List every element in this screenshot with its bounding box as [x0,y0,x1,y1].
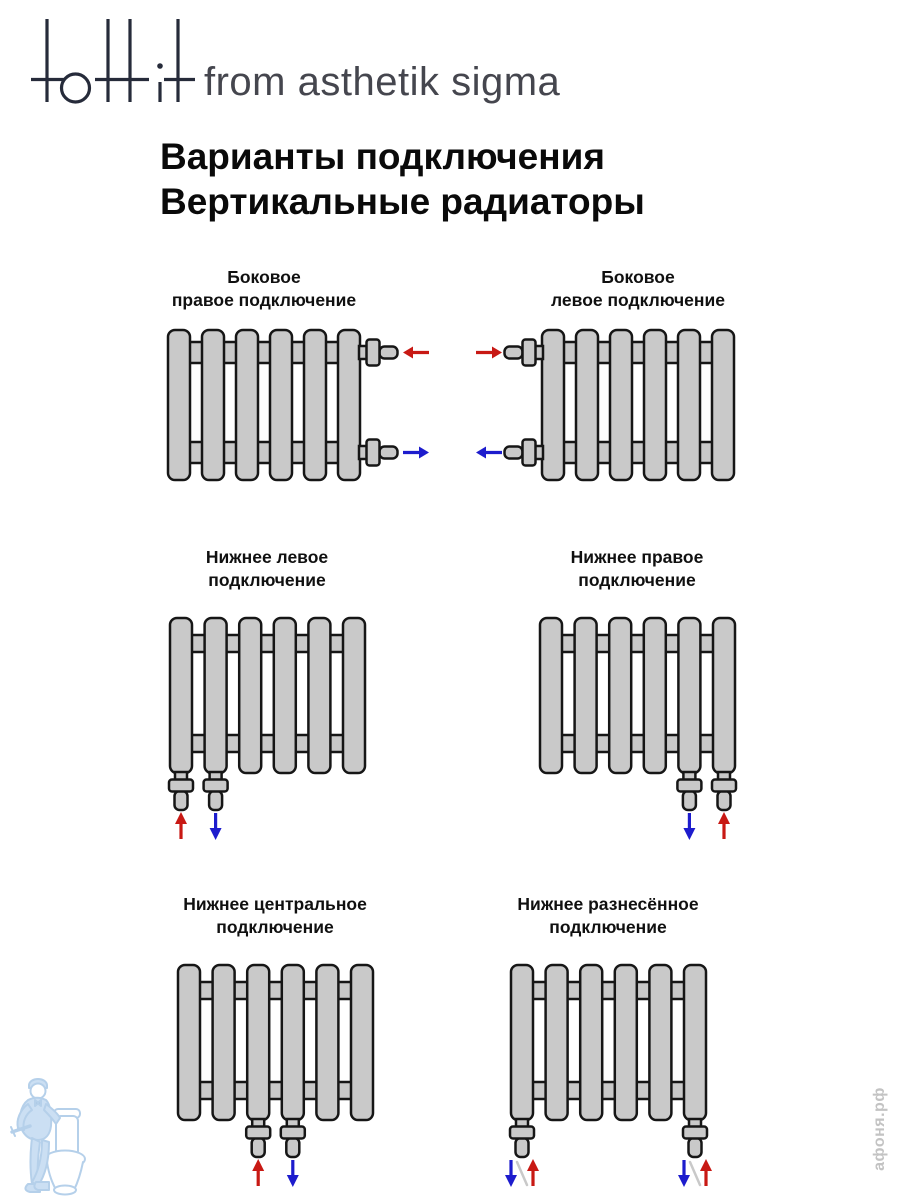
fitting-nut [683,1127,707,1139]
fitting-nut [203,780,227,792]
fitting-nut [523,340,536,366]
radiator-section [343,618,365,773]
fitting-nut [169,780,193,792]
radiator-illustration-bottom-split [501,960,721,1200]
fitting-nut [246,1127,270,1139]
return-flow-arrow-icon [683,828,695,840]
caption-line2: подключение [549,917,667,937]
flow-separator-icon [517,1162,527,1185]
fitting-pipe [380,347,398,359]
radiator-section [304,330,326,480]
return-flow-arrow-icon [286,1175,298,1187]
radiator-bottom-pipe [547,442,729,463]
radiator-section [644,330,666,480]
page-title-line1: Варианты подключения [160,136,605,177]
radiator-section [168,330,190,480]
radiator-illustration-side-right [160,322,460,492]
caption-line1: Боковое [601,267,675,287]
fitting-pipe [286,1138,299,1157]
fitting-nut [677,780,701,792]
fitting-pipe [682,791,695,810]
diagram-caption [527,546,747,592]
radiator-section [684,965,706,1120]
diagram-side-right-connection [114,266,414,496]
supply-flow-arrow-icon [252,1159,264,1171]
caption-line1: Боковое [227,267,301,287]
radiator-section [281,965,303,1120]
fitting-pipe [688,1138,701,1157]
fitting-pipe [380,447,398,459]
supply-flow-arrow-icon [492,347,502,359]
radiator-section [610,330,632,480]
return-flow-arrow-icon [476,447,486,459]
radiator-illustration-bottom-right [530,613,750,853]
fitting-pipe [251,1138,264,1157]
radiator-section [542,330,564,480]
radiator-section [170,618,192,773]
fitting-nut [510,1127,534,1139]
plumber-watermark-logo [8,1072,133,1200]
fitting-pipe [209,791,222,810]
return-flow-arrow-icon [419,447,429,459]
radiator-section [511,965,533,1120]
brand-tagline: from asthetik sigma [204,60,561,104]
radiator-section [545,965,567,1120]
radiator-illustration-bottom-center [168,960,388,1200]
caption-line1: Нижнее центральное [183,894,367,914]
page-title-line2: Вертикальные радиаторы [160,181,645,222]
radiator-section [247,965,269,1120]
radiator-section [178,965,200,1120]
return-flow-arrow-icon [678,1175,690,1187]
diagram-caption [498,893,718,939]
diagram-bottom-left-connection [157,546,377,856]
return-flow-arrow-icon [505,1175,517,1187]
radiator-section [308,618,330,773]
radiator-section [609,618,631,773]
radiator-section [574,618,596,773]
diagram-caption [114,266,414,312]
tottit-brand-logo [28,16,196,106]
diagram-bottom-center-connection [165,893,385,1200]
diagram-caption [165,893,385,939]
fitting-nut [367,440,380,466]
radiator-top-pipe [516,982,701,999]
flow-separator-icon [690,1162,700,1185]
diagram-caption [488,266,788,312]
diagram-bottom-right-connection [527,546,747,856]
fitting-pipe [505,347,523,359]
radiator-section [649,965,671,1120]
radiator-top-pipe [183,982,368,999]
supply-flow-arrow-icon [527,1159,539,1171]
fitting-pipe [174,791,187,810]
diagram-caption [157,546,377,592]
radiator-bottom-pipe [173,442,355,463]
caption-line2: левое подключение [551,290,725,310]
radiator-section [576,330,598,480]
radiator-section [712,330,734,480]
caption-line1: Нижнее правое [570,547,704,567]
diagram-side-left-connection [488,266,788,496]
supply-flow-arrow-icon [175,812,187,824]
radiator-section [204,618,226,773]
caption-line2: подключение [216,917,334,937]
fitting-pipe [505,447,523,459]
caption-line1: Нижнее левое [205,547,329,567]
radiator-section [540,618,562,773]
site-watermark: афоня.рф [871,1087,888,1171]
fitting-nut [712,780,736,792]
radiator-section [202,330,224,480]
radiator-section [351,965,373,1120]
radiator-section [614,965,636,1120]
radiator-top-pipe [173,342,355,363]
radiator-section [338,330,360,480]
radiator-bottom-pipe [545,735,730,752]
radiator-section [713,618,735,773]
radiator-bottom-pipe [175,735,360,752]
diagram-bottom-split-connection [498,893,718,1200]
radiator-section [678,618,700,773]
radiator-bottom-pipe [516,1082,701,1099]
supply-flow-arrow-icon [700,1159,712,1171]
supply-flow-arrow-icon [403,347,413,359]
radiator-illustration-side-left [442,322,742,492]
radiator-section [239,618,261,773]
radiator-section [316,965,338,1120]
fitting-nut [523,440,536,466]
caption-line2: подключение [208,570,326,590]
fitting-nut [280,1127,304,1139]
radiator-top-pipe [547,342,729,363]
caption-line1: Нижнее разнесённое [517,894,699,914]
radiator-section [678,330,700,480]
radiator-section [273,618,295,773]
fitting-pipe [717,791,730,810]
supply-flow-arrow-icon [718,812,730,824]
radiator-section [643,618,665,773]
radiator-section [270,330,292,480]
radiator-top-pipe [175,635,360,652]
radiator-section [580,965,602,1120]
radiator-illustration-bottom-left [160,613,380,853]
page-title [160,134,645,224]
fitting-nut [367,340,380,366]
caption-line2: подключение [578,570,696,590]
return-flow-arrow-icon [209,828,221,840]
fitting-pipe [515,1138,528,1157]
radiator-section [236,330,258,480]
radiator-top-pipe [545,635,730,652]
radiator-bottom-pipe [183,1082,368,1099]
caption-line2: правое подключение [171,290,357,310]
radiator-section [212,965,234,1120]
